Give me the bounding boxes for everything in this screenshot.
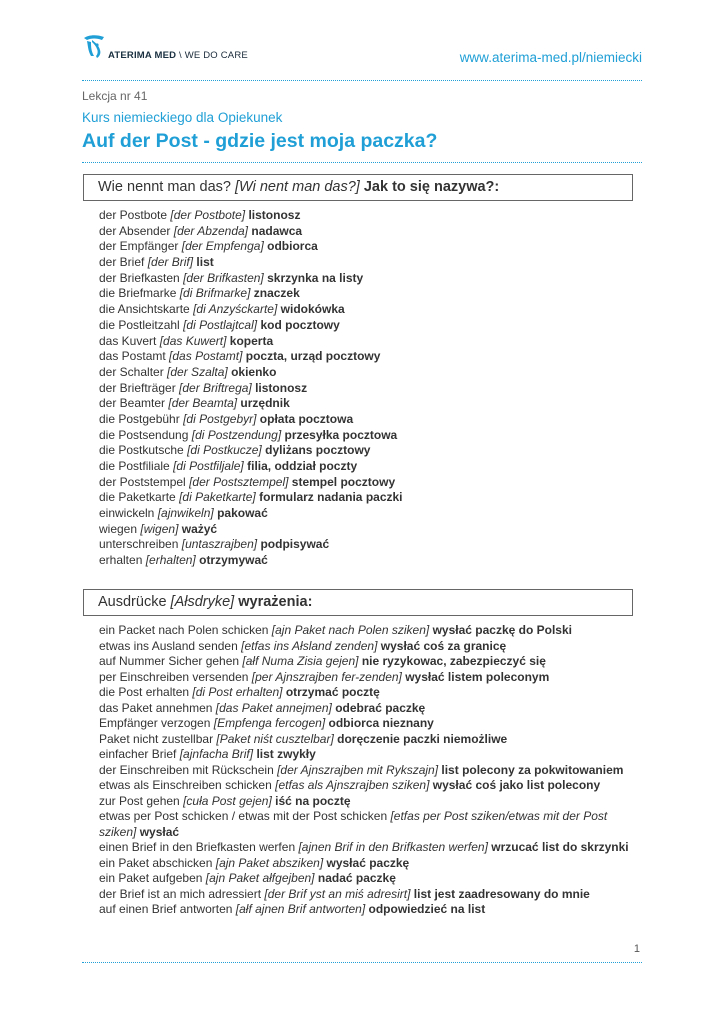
heading-pron: [Wi nent man das?] [235, 179, 360, 195]
term-translation: wysłać coś za granicę [380, 638, 507, 653]
term-translation: ważyć [181, 521, 218, 536]
term-translation: wysłać listem poleconym [405, 669, 550, 684]
term-translation: podpisywać [260, 537, 330, 552]
term-de: der Briefkasten [99, 270, 180, 285]
term-translation: stempel pocztowy [291, 474, 396, 489]
term-translation: okienko [231, 364, 277, 379]
term-translation: otrzymywać [199, 553, 268, 568]
term-de: zur Post gehen [99, 793, 180, 808]
term-translation: formularz nadania paczki [259, 490, 403, 505]
term-translation: odbiorca nieznany [328, 716, 434, 730]
lesson-label: Lekcja nr 41 [82, 89, 148, 103]
term-de: per Einschreiben versenden [99, 669, 249, 684]
term-pronunciation: [der Brifkasten] [183, 270, 264, 285]
term-pronunciation: [di Paketkarte] [179, 490, 256, 505]
term-de: die Ansichtskarte [99, 302, 190, 317]
term-translation: list polecony za pokwitowaniem [441, 762, 624, 777]
expressions-list [99, 623, 634, 918]
term-translation: wysłać paczkę do Polski [432, 623, 572, 637]
list-item [99, 716, 634, 732]
list-item [99, 685, 634, 701]
list-item [99, 286, 403, 302]
list-item [99, 778, 634, 794]
term-translation: doręczenie paczki niemożliwe [337, 731, 508, 746]
heading-pl: wyrażenia: [238, 594, 313, 610]
term-de: Paket nicht zustellbar [99, 731, 214, 746]
list-item [99, 840, 634, 856]
term-pronunciation: [di Postkucze] [187, 443, 262, 458]
term-de: etwas ins Ausland senden [99, 638, 238, 653]
list-item [99, 302, 403, 318]
term-pronunciation: [der Empfenga] [181, 239, 264, 254]
term-pronunciation: [der Abzenda] [173, 223, 249, 238]
term-translation: wysłać coś jako list polecony [432, 778, 601, 792]
term-pronunciation: [Paket niśt cusztelbar] [216, 731, 334, 746]
term-translation: filia, oddział poczty [247, 459, 358, 473]
list-item [99, 794, 634, 810]
list-item [99, 654, 634, 670]
brand-logo [82, 32, 248, 61]
term-pronunciation: [di Postlajtcal] [183, 317, 258, 332]
term-de: ein Paket aufgeben [99, 871, 203, 885]
term-de: die Postsendung [99, 427, 189, 442]
list-item [99, 365, 403, 381]
list-item [99, 763, 634, 779]
list-item [99, 747, 634, 763]
term-pronunciation: [ałf ajnen Brif antworten] [235, 902, 366, 916]
term-pronunciation: [untaszrajben] [181, 537, 258, 552]
list-item [99, 475, 403, 491]
term-de: der Einschreiben mit Rückschein [99, 762, 274, 777]
term-pronunciation: [der Postsztempel] [189, 474, 289, 489]
term-pronunciation: [ajn Paket nach Polen sziken] [271, 623, 430, 637]
term-de: Empfänger verzogen [99, 716, 211, 730]
term-de: etwas als Einschreiben schicken [99, 778, 272, 792]
term-translation: przesyłka pocztowa [284, 427, 398, 442]
term-pronunciation: [ajnfacha Brif] [179, 747, 254, 761]
list-item [99, 639, 634, 655]
term-pronunciation: [das Postamt] [169, 349, 243, 364]
term-pronunciation: [der Briftrega] [179, 380, 252, 395]
term-pronunciation: [wigen] [140, 521, 179, 536]
term-de: die Postfiliale [99, 459, 170, 473]
header-divider [82, 80, 642, 81]
title-divider [82, 162, 642, 163]
term-pronunciation: [ajn Paket absziken] [215, 855, 324, 870]
term-de: einen Brief in den Briefkasten werfen [99, 840, 296, 854]
term-de: das Kuvert [99, 333, 157, 348]
list-item [99, 506, 403, 522]
logo-separator: \ [179, 50, 182, 61]
list-item [99, 670, 634, 686]
page-number: 1 [633, 943, 640, 955]
term-translation: wrzucać list do skrzynki [491, 840, 629, 854]
term-pronunciation: [der Brif yst an miś adresirt] [264, 886, 411, 901]
page-header [82, 32, 642, 72]
list-item [99, 334, 403, 350]
term-de: ein Paket abschicken [99, 855, 213, 870]
term-translation: odbiorca [267, 239, 318, 254]
list-item [99, 396, 403, 412]
list-item [99, 255, 403, 271]
footer-divider [82, 962, 642, 963]
term-de: wiegen [99, 521, 138, 536]
term-de: einwickeln [99, 506, 155, 521]
list-item [99, 623, 634, 639]
term-de: der Absender [99, 223, 171, 238]
term-pronunciation: [Empfenga fercogen] [213, 716, 326, 730]
term-de: der Beamter [99, 396, 166, 411]
term-pronunciation: [der Beamta] [168, 396, 238, 411]
term-de: die Postgebühr [99, 411, 180, 426]
logo-tagline: WE DO CARE [184, 50, 248, 61]
list-item [99, 349, 403, 365]
term-translation: dyliżans pocztowy [265, 443, 371, 458]
term-pronunciation: [ajnen Brif in den Brifkasten werfen] [298, 840, 488, 854]
term-de: der Schalter [99, 364, 164, 379]
heading-pl: Jak to się nazywa?: [363, 179, 500, 195]
list-item [99, 381, 403, 397]
term-pronunciation: [der Szalta] [167, 364, 228, 379]
term-de: etwas per Post schicken / etwas mit der Post schicken [99, 809, 388, 823]
aterima-logo-icon [82, 34, 106, 60]
term-pronunciation: [cuła Post gejen] [183, 793, 272, 808]
list-item [99, 428, 403, 444]
term-translation: wysłać [139, 824, 180, 839]
term-pronunciation: [di Anzyśckarte] [193, 302, 278, 317]
list-item [99, 553, 403, 569]
term-pronunciation: [das Kuwert] [159, 333, 227, 348]
term-translation: listonosz [248, 208, 301, 222]
term-de: ein Packet nach Polen schicken [99, 623, 269, 637]
term-translation: znaczek [253, 286, 300, 301]
course-label: Kurs niemieckiego dla Opiekunek [82, 110, 283, 125]
term-de: auf einen Brief antworten [99, 902, 233, 916]
term-pronunciation: [etfas per Post sziken/etwas mit der Post sziken] [99, 809, 608, 839]
term-translation: nadać paczkę [317, 871, 396, 885]
term-translation: skrzynka na listy [267, 270, 364, 285]
term-pronunciation: [di Brifmarke] [179, 286, 251, 301]
term-pronunciation: [ałf Numa Zisia gejen] [242, 654, 359, 668]
term-pronunciation: [erhalten] [145, 553, 196, 568]
term-pronunciation: [di Postfiljale] [173, 459, 244, 473]
term-translation: odpowiedzieć na list [368, 902, 486, 916]
term-translation: urzędnik [240, 396, 290, 411]
list-item [99, 732, 634, 748]
section-vocabulary-heading [83, 174, 633, 201]
term-pronunciation: [das Paket annejmen] [215, 700, 332, 715]
term-de: erhalten [99, 553, 143, 568]
term-de: der Poststempel [99, 474, 186, 489]
list-item [99, 318, 403, 334]
term-de: das Paket annehmen [99, 700, 213, 715]
term-translation: poczta, urząd pocztowy [245, 349, 381, 364]
logo-wordmark [108, 50, 248, 61]
list-item [99, 443, 403, 459]
list-item [99, 459, 403, 475]
list-item [99, 809, 634, 840]
heading-pron: [Ałsdryke] [170, 594, 235, 610]
term-pronunciation: [ajnwikeln] [157, 506, 214, 521]
logo-brand: ATERIMA MED [108, 50, 177, 61]
list-item [99, 871, 634, 887]
list-item [99, 522, 403, 538]
term-de: der Empfänger [99, 239, 179, 254]
term-de: die Postkutsche [99, 443, 184, 458]
term-de: das Postamt [99, 349, 166, 364]
list-item [99, 887, 634, 903]
term-translation: wysłać paczkę [326, 855, 410, 870]
term-pronunciation: [etfas ins Ałsland zenden] [241, 638, 378, 653]
term-translation: list [196, 255, 214, 270]
term-de: die Post erhalten [99, 685, 190, 699]
term-de: auf Nummer Sicher gehen [99, 654, 240, 668]
list-item [99, 902, 634, 918]
term-translation: listonosz [255, 380, 308, 395]
term-translation: kod pocztowy [260, 317, 340, 332]
term-translation: list zwykły [256, 747, 316, 761]
term-pronunciation: [der Brif] [147, 255, 194, 270]
term-translation: nadawca [251, 223, 303, 238]
term-translation: widokówka [280, 302, 345, 317]
term-de: der Postbote [99, 208, 168, 222]
term-de: der Brief [99, 255, 145, 270]
term-pronunciation: [ajn Paket ałfgejben] [205, 871, 315, 885]
term-translation: opłata pocztowa [259, 411, 354, 426]
list-item [99, 490, 403, 506]
term-pronunciation: [der Ajnszrajben mit Rykszajn] [277, 762, 439, 777]
list-item [99, 537, 403, 553]
page-title: Auf der Post - gdzie jest moja paczka? [82, 130, 438, 152]
vocabulary-list [99, 208, 403, 569]
list-item [99, 856, 634, 872]
list-item [99, 271, 403, 287]
term-pronunciation: [di Postzendung] [191, 427, 282, 442]
heading-de: Ausdrücke [98, 594, 167, 610]
list-item [99, 412, 403, 428]
term-de: der Brief ist an mich adressiert [99, 886, 262, 901]
term-translation: nie ryzykowac, zabezpieczyć się [361, 654, 546, 668]
term-translation: koperta [229, 333, 274, 348]
term-de: einfacher Brief [99, 747, 177, 761]
list-item [99, 224, 403, 240]
term-translation: otrzymać pocztę [285, 685, 380, 699]
term-de: der Briefträger [99, 380, 176, 395]
term-translation: list jest zaadresowany do mnie [413, 886, 590, 901]
heading-de: Wie nennt man das? [98, 179, 231, 195]
list-item [99, 208, 403, 224]
term-pronunciation: [per Ajnszrajben fer-zenden] [251, 669, 402, 684]
list-item [99, 701, 634, 717]
term-de: die Postleitzahl [99, 317, 180, 332]
term-pronunciation: [der Postbote] [170, 208, 246, 222]
site-url-link[interactable]: www.aterima-med.pl/niemiecki [459, 50, 642, 65]
term-translation: pakować [217, 506, 268, 521]
list-item [99, 239, 403, 255]
term-de: die Briefmarke [99, 286, 177, 301]
section-expressions-heading [83, 589, 633, 616]
term-de: unterschreiben [99, 537, 179, 552]
term-pronunciation: [etfas als Ajnszrajben sziken] [275, 778, 430, 792]
term-pronunciation: [di Post erhalten] [192, 685, 283, 699]
term-pronunciation: [di Postgebyr] [183, 411, 257, 426]
term-de: die Paketkarte [99, 490, 176, 505]
term-translation: odebrać paczkę [335, 700, 426, 715]
term-translation: iść na pocztę [275, 793, 351, 808]
